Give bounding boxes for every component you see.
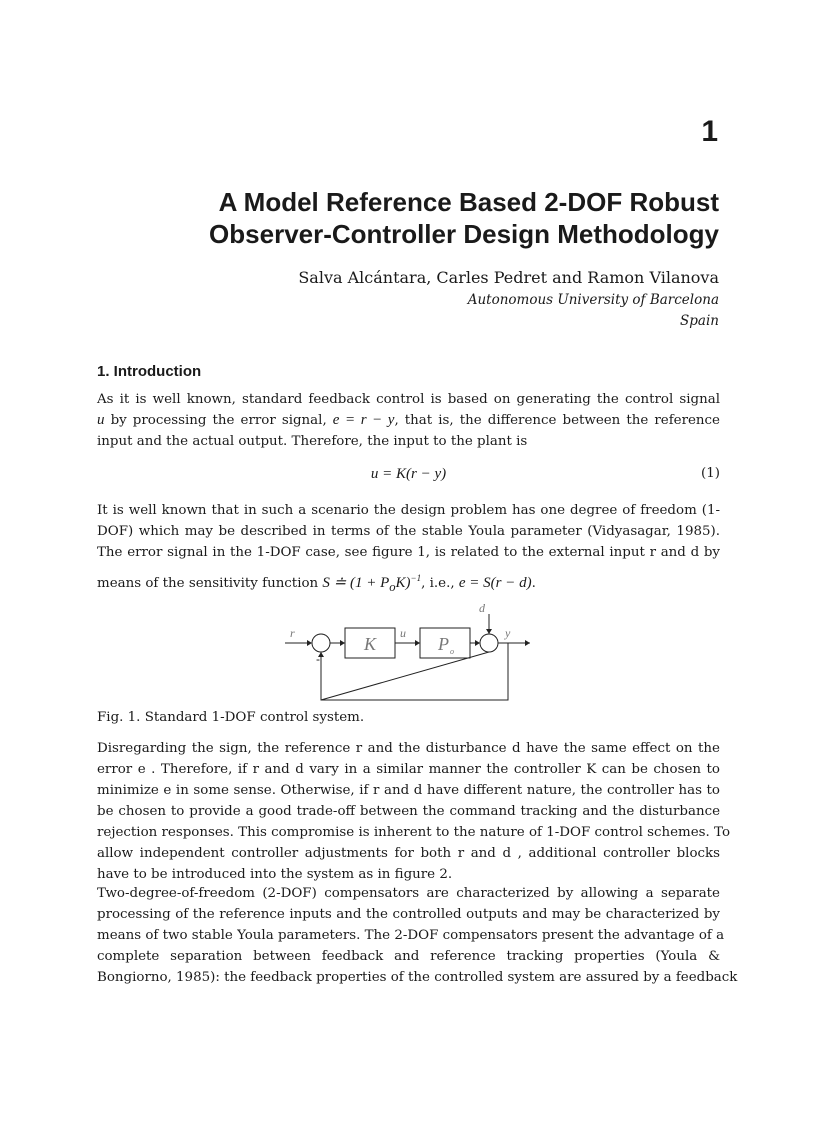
- arrowhead-r: [307, 640, 312, 646]
- arrowhead-y: [525, 640, 530, 646]
- arrowhead-p: [415, 640, 420, 646]
- label-p-subscript: o: [450, 647, 454, 656]
- figure-caption: Fig. 1. Standard 1-DOF control system.: [97, 710, 365, 725]
- diagram-diagonal-line: [321, 652, 489, 700]
- text-line: processing of the reference inputs and the controlled outputs and may be characterized by: [97, 907, 720, 922]
- text-line: As it is well known, standard feedback control is based on generating the control signal: [97, 392, 720, 407]
- text-line: error e . Therefore, if r and d vary in a similar manner the controller K can be chosen to: [97, 762, 720, 777]
- math-var: u: [97, 412, 105, 428]
- text-line: means of two stable Youla parameters. The 2-DOF compensators present the advantage of a: [97, 928, 725, 943]
- arrowhead-d: [486, 629, 492, 634]
- text-span: , that is, the difference between the reference: [394, 413, 720, 428]
- section-heading: 1. Introduction: [97, 363, 202, 380]
- label-r: r: [290, 626, 295, 640]
- text-line: be chosen to provide a good trade-off between the command tracking and the disturbance: [97, 804, 720, 819]
- paper-title: [119, 186, 719, 250]
- math-inline: e = r − y: [332, 412, 395, 428]
- label-d: d: [479, 601, 485, 615]
- math-superscript: −1: [410, 573, 422, 583]
- label-y: y: [505, 626, 511, 640]
- country: Spain: [680, 313, 719, 329]
- text-line: [97, 410, 720, 431]
- text-span: .: [531, 576, 536, 591]
- authors: Salva Alcántara, Carles Pedret and Ramon Vilanova: [298, 268, 719, 287]
- text-line: minimize e in some sense. Otherwise, if r and d have different nature, the controller has to: [97, 783, 720, 798]
- text-span: by processing the error signal,: [104, 413, 333, 428]
- summing-junction-2: [480, 634, 498, 652]
- label-k: K: [364, 634, 377, 654]
- minus-sign: -: [316, 652, 320, 666]
- label-u: u: [400, 626, 406, 640]
- title-line: A Model Reference Based 2-DOF Robust: [218, 187, 719, 217]
- text-span: , i.e.,: [421, 576, 459, 591]
- text-line: It is well known that in such a scenario the design problem has one degree of freedom (1-: [97, 503, 720, 518]
- text-line: Disregarding the sign, the reference r and the disturbance d have the same effect on the: [97, 741, 720, 756]
- text-line: Bongiorno, 1985): the feedback properties of the controlled system are assured by a feedback: [97, 970, 738, 985]
- paragraph-disturbance: [97, 738, 731, 885]
- math-subscript: o: [389, 580, 396, 594]
- summing-junction-1: [312, 634, 330, 652]
- math-part: K): [395, 575, 411, 591]
- label-p: P: [438, 634, 449, 654]
- text-line: The error signal in the 1-DOF case, see figure 1, is related to the external input r and d by: [97, 545, 720, 560]
- title-line: Observer-Controller Design Methodology: [209, 219, 719, 249]
- paragraph-2dof: [97, 883, 738, 988]
- equation-number: (1): [701, 466, 720, 481]
- text-line: input and the actual output. Therefore, the input to the plant is: [97, 434, 528, 449]
- paragraph-intro: [97, 389, 720, 452]
- text-line: [97, 568, 720, 598]
- affiliation: Autonomous University of Barcelona: [467, 292, 719, 308]
- arrowhead-sum2: [475, 640, 480, 646]
- arrowhead-k: [340, 640, 345, 646]
- text-line: have to be introduced into the system as in figure 2.: [97, 867, 453, 882]
- text-line: rejection responses. This compromise is inherent to the nature of 1-DOF control schemes. To: [97, 825, 731, 840]
- text-line: complete separation between feedback and reference tracking properties (Youla &: [97, 949, 720, 964]
- math-inline: e = S(r − d): [458, 575, 532, 591]
- text-line: DOF) which may be described in terms of the stable Youla parameter (Vidyasagar, 1985).: [97, 524, 720, 539]
- paragraph-sensitivity: [97, 500, 720, 598]
- figure-1-block-diagram: [280, 600, 540, 710]
- math-inline: [322, 573, 422, 594]
- text-line: Two-degree-of-freedom (2-DOF) compensators are characterized by allowing a separate: [97, 886, 720, 901]
- text-line: allow independent controller adjustments for both r and d , additional controller blocks: [97, 846, 720, 861]
- chapter-number: 1: [701, 115, 718, 148]
- text-span: means of the sensitivity function: [97, 576, 323, 591]
- math-part: S ≐ (1 + P: [322, 575, 390, 591]
- equation-body: u = K(r − y): [370, 466, 447, 482]
